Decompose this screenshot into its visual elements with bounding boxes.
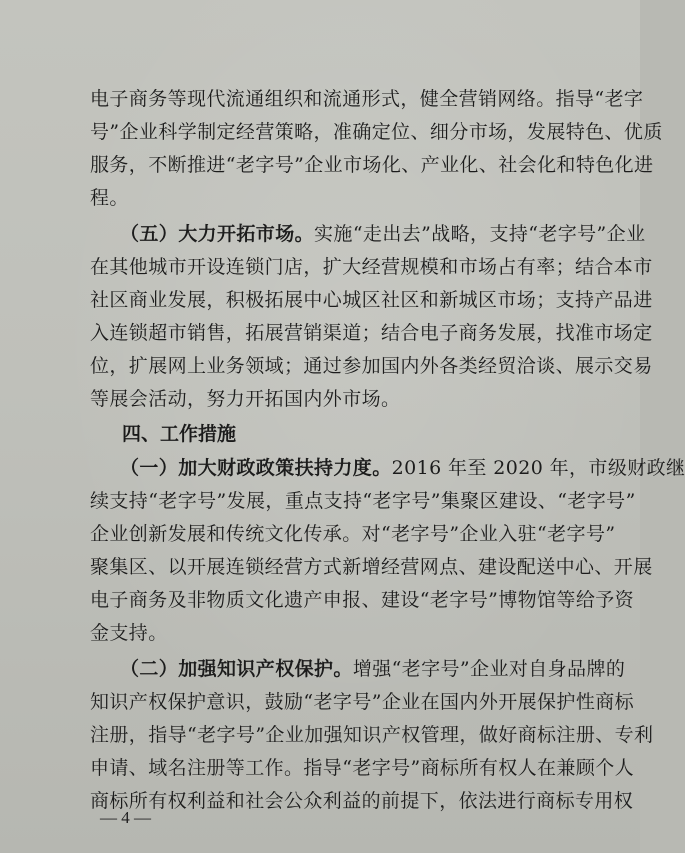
text-line: 续支持“老字号”发展，重点支持“老字号”集聚区建设、“老字号” [90, 490, 636, 512]
text-line: 服务，不断推进“老字号”企业市场化、产业化、社会化和特色化进 [90, 154, 654, 176]
text-line: 社区商业发展，积极拓展中心城区社区和新城区市场；支持产品进 [90, 289, 653, 311]
text-line: 等展会活动，努力开拓国内外市场。 [90, 388, 401, 410]
text-line: 程。 [90, 187, 129, 209]
text-line: （二）加强知识产权保护。增强“老字号”企业对自身品牌的 [120, 658, 626, 680]
section-lead: （一）加大财政政策扶持力度。 [120, 457, 392, 479]
text-line: 申请、域名注册等工作。指导“老字号”商标所有权人在兼顾个人 [90, 757, 635, 779]
text-line: 号”企业科学制定经营策略，准确定位、细分市场，发展特色、优质 [90, 121, 663, 143]
text-line: 电子商务等现代流通组织和流通形式，健全营销网络。指导“老字 [90, 88, 644, 110]
text-line: 位，扩展网上业务领域；通过参加国内外各类经贸洽谈、展示交易 [90, 355, 653, 377]
text-line: 入连锁超市销售，拓展营销渠道；结合电子商务发展，找准市场定 [90, 322, 653, 344]
text-line: 注册，指导“老字号”企业加强知识产权管理，做好商标注册、专利 [90, 724, 654, 746]
section-lead: （五）大力开拓市场。 [120, 223, 315, 245]
text-line: 电子商务及非物质文化遗产申报、建设“老字号”博物馆等给予资 [90, 589, 635, 611]
text-line: 知识产权保护意识，鼓励“老字号”企业在国内外开展保护性商标 [90, 691, 635, 713]
page-number: — 4 — [100, 808, 151, 827]
text-line: （一）加大财政政策扶持力度。2016 年至 2020 年，市级财政继 [120, 457, 685, 479]
text-line: 金支持。 [90, 622, 168, 644]
section-heading: 四、工作措施 [122, 423, 237, 445]
text-line: 商标所有权利益和社会公众利益的前提下，依法进行商标专用权 [90, 790, 634, 812]
text-line: 企业创新发展和传统文化传承。对“老字号”企业入驻“老字号” [90, 523, 616, 545]
text-line: （五）大力开拓市场。实施“走出去”战略，支持“老字号”企业 [120, 223, 646, 245]
text-line: 聚集区、以开展连锁经营方式新增经营网点、建设配送中心、开展 [90, 556, 653, 578]
section-lead: （二）加强知识产权保护。 [120, 658, 353, 680]
text-line: 在其他城市开设连锁门店，扩大经营规模和市场占有率；结合本市 [90, 256, 653, 278]
